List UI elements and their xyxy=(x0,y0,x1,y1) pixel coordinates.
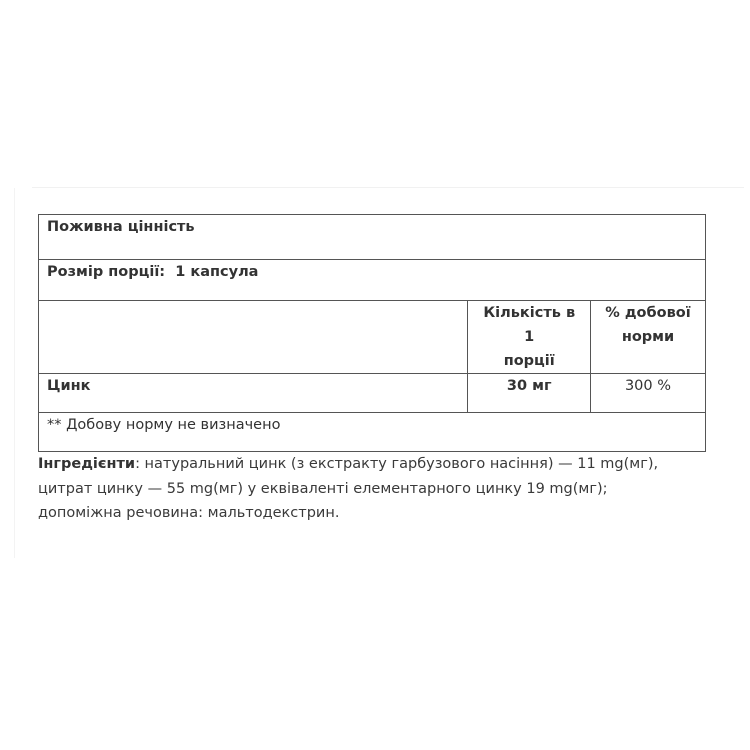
nutrient-amount: 30 мг xyxy=(468,374,591,413)
nutrient-name: Цинк xyxy=(39,374,468,413)
header-amount-line1: Кількість в 1 xyxy=(483,305,576,345)
header-amount-line2: порції xyxy=(503,353,555,369)
ingredients-line1: : натуральний цинк (з екстракту гарбузового насіння) — 11 mg(мг), xyxy=(135,456,659,472)
ingredients-line3: допоміжна речовина: мальтодекстрин. xyxy=(38,505,340,521)
header-amount xyxy=(468,301,591,374)
facts-title: Поживна цінність xyxy=(39,215,706,260)
divider xyxy=(14,188,15,558)
serving-value: 1 капсула xyxy=(175,264,259,280)
table-row xyxy=(39,215,706,260)
header-dv-line1: % добової xyxy=(605,305,691,321)
table-header-row xyxy=(39,301,706,374)
header-dv-line2: норми xyxy=(621,329,675,345)
serving-label: Розмір порції: xyxy=(47,264,166,280)
header-empty-cell xyxy=(39,301,468,374)
nutrient-daily-value: 300 % xyxy=(591,374,706,413)
ingredients-label: Інгредієнти xyxy=(38,456,136,472)
table-row xyxy=(39,260,706,301)
header-daily-value xyxy=(591,301,706,374)
ingredients-line2: цитрат цинку — 55 mg(мг) у еквіваленті елементарного цинку 19 mg(мг); xyxy=(38,480,608,497)
table-row xyxy=(39,374,706,413)
divider xyxy=(32,187,744,188)
ingredients-text xyxy=(38,452,728,526)
serving-size xyxy=(39,260,706,301)
footnote: ** Добову норму не визначено xyxy=(39,413,706,452)
nutrition-facts-table xyxy=(38,214,706,452)
table-row xyxy=(39,413,706,452)
